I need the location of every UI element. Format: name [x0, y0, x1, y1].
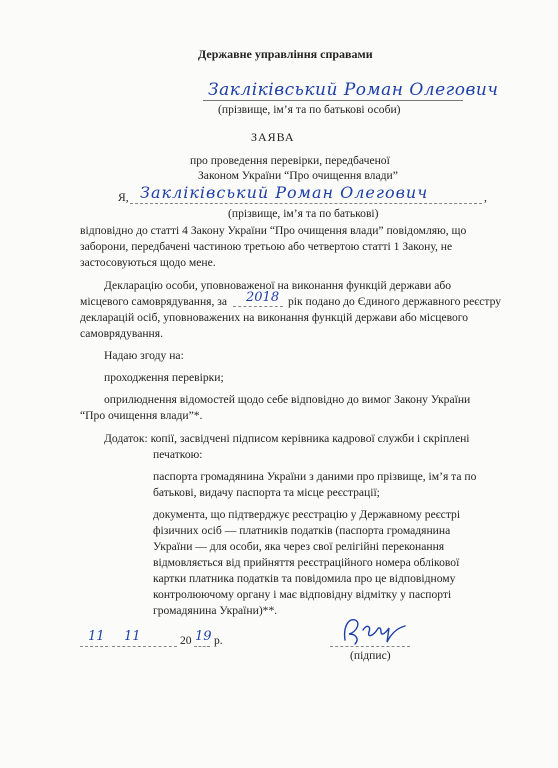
name-underline: [203, 100, 463, 101]
paragraph1-line-2: заборони, передбачені частиною третьою або четвертою статті 1 Закону, не: [80, 240, 453, 253]
paragraph2-line-3: декларацій осіб, уповноважених на виконання функцій держави або місцевого: [80, 311, 469, 324]
signature-underline: [330, 646, 410, 647]
attachment-item-2-line-6: контролюючому органу і має відповідну відмітку у паспорті: [153, 588, 452, 601]
attachment-item-2-line-3: України — для особи, яка через свої релігійні переконання: [153, 540, 445, 553]
self-name-caption: (прізвище, ім’я та по батькові): [228, 207, 379, 220]
month-underline: [112, 646, 177, 647]
year2-underline: [194, 646, 210, 647]
day-underline: [80, 646, 108, 647]
self-name-underline: [130, 203, 482, 204]
applicant-name-handwritten: Закліківський Роман Олегович: [208, 80, 499, 100]
paragraph2-line-4: самоврядування.: [80, 327, 163, 340]
consent-item-2-line-1: оприлюднення відомостей щодо себе відповідно до вимог Закону України: [104, 393, 471, 406]
date-year-suffix: р.: [214, 634, 223, 647]
paragraph2-line-2-end: рік подано до Єдиного державного реєстру: [288, 295, 502, 308]
date-year-prefix: 20: [180, 634, 192, 647]
paragraph2-line-1: Декларацію особи, уповноваженої на виконання функцій держави або: [104, 279, 452, 292]
attachment-item-1-line-1: паспорта громадянина України з даними про прізвище, ім’я та по: [153, 470, 477, 483]
declaration-year-handwritten: 2018: [246, 290, 280, 305]
attachment-item-2-line-1: документа, що підтверджує реєстрацію у Державному реєстрі: [153, 508, 461, 521]
paragraph2-line-2-start: місцевого самоврядування, за: [80, 295, 228, 308]
document-title: ЗАЯВА: [251, 130, 295, 144]
paragraph1-line-1: відповідно до статті 4 Закону України “Про очищення влади” повідомляю, що: [80, 224, 467, 237]
self-intro-prefix: Я,: [118, 191, 129, 204]
attachment-item-2-line-7: громадянина України)**.: [153, 604, 278, 617]
attachment-item-1-line-2: батькові, видачу паспорта та місце реєстрації;: [153, 486, 380, 499]
recipient-heading: Державне управління справами: [198, 47, 373, 61]
consent-intro: Надаю згоду на:: [104, 349, 184, 362]
date-day-handwritten: 11: [88, 629, 105, 644]
signature-caption: (підпис): [350, 649, 391, 662]
attachment-item-2-line-5: картки платника податків та повідомила про це відповідному: [153, 572, 456, 585]
attachment-label: Додаток: копії, засвідчені підписом керівника кадрової служби і скріплені: [104, 432, 470, 445]
self-intro-suffix: ,: [484, 191, 487, 204]
name-caption: (прізвище, ім’я та по батькові особи): [218, 103, 401, 116]
attachment-item-2-line-4: відмовляється від прийняття реєстраційного номера облікової: [153, 556, 460, 569]
signature-handwritten: [335, 612, 415, 650]
paragraph1-line-3: застосовуються щодо мене.: [80, 256, 216, 269]
consent-item-1: проходження перевірки;: [104, 371, 224, 384]
consent-item-2-line-2: “Про очищення влади”*.: [80, 409, 203, 422]
attachment-item-2-line-2: фізичних осіб — платників податків (паспорта громадянина: [153, 524, 451, 537]
subtitle-line-2: Законом України “Про очищення влади”: [198, 169, 398, 182]
subtitle-line-1: про проведення перевірки, передбаченої: [190, 154, 390, 167]
attachment-label-line-2: печаткою:: [153, 448, 203, 461]
self-name-handwritten: Закліківський Роман Олегович: [140, 183, 429, 202]
date-year-handwritten: 19: [195, 629, 212, 644]
date-month-handwritten: 11: [124, 629, 141, 644]
year-underline: [233, 306, 283, 307]
